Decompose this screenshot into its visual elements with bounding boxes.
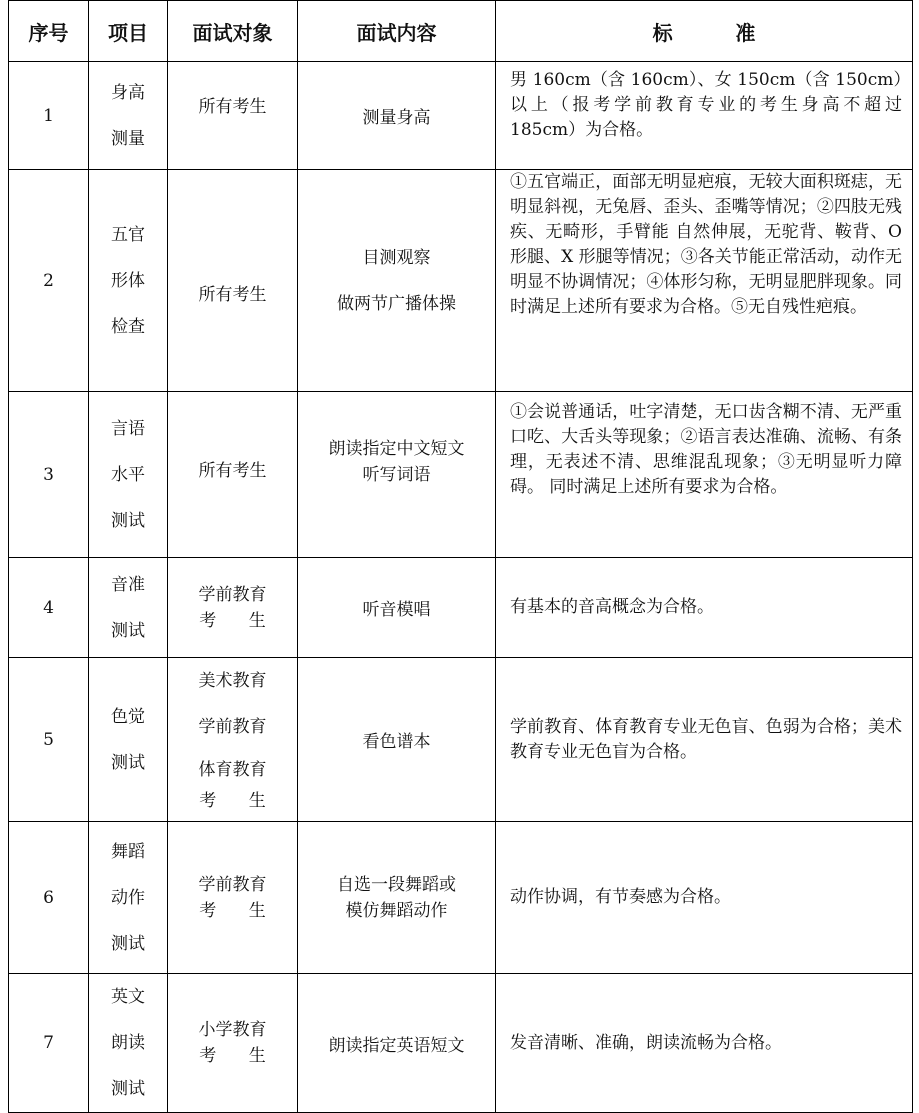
target-line: 学前教育 bbox=[198, 584, 267, 605]
row-standard: 动作协调，有节奏感为合格。 bbox=[496, 822, 913, 974]
table-row bbox=[9, 558, 913, 658]
target-line: 学前教育 bbox=[198, 874, 267, 895]
row-item bbox=[89, 170, 168, 392]
row-content bbox=[298, 170, 496, 392]
item-line: 测试 bbox=[111, 510, 145, 531]
row-target bbox=[168, 974, 298, 1113]
item-line: 测试 bbox=[111, 620, 145, 641]
row-no: 6 bbox=[9, 822, 89, 974]
row-target bbox=[168, 62, 298, 170]
row-target bbox=[168, 822, 298, 974]
row-no: 3 bbox=[9, 392, 89, 558]
table-row bbox=[9, 822, 913, 974]
target-line: 小学教育 bbox=[198, 1020, 267, 1040]
row-target bbox=[168, 170, 298, 392]
target-line: 所有考生 bbox=[198, 461, 267, 481]
item-line: 水平 bbox=[111, 464, 145, 485]
row-no: 2 bbox=[9, 170, 89, 392]
table-row bbox=[9, 170, 913, 392]
content-line: 朗读指定中文短文 bbox=[328, 439, 465, 459]
item-line: 测试 bbox=[111, 752, 145, 773]
item-line: 色觉 bbox=[111, 706, 145, 727]
header-no: 序号 bbox=[9, 1, 89, 62]
content-line: 朗读指定英语短文 bbox=[328, 1035, 465, 1056]
target-line: 所有考生 bbox=[198, 285, 267, 305]
table-row bbox=[9, 62, 913, 170]
item-line: 检查 bbox=[111, 316, 145, 337]
target-line: 考 生 bbox=[199, 610, 266, 631]
row-standard: 学前教育、体育教育专业无色盲、色弱为合格；美术教育专业无色盲为合格。 bbox=[496, 658, 913, 822]
row-standard: 男 160cm（含 160cm）、女 150cm（含 150cm）以上（报考学前教育专业的考生身高不超过 185cm）为合格。 bbox=[496, 62, 913, 170]
content-line: 听音模唱 bbox=[362, 600, 431, 620]
row-standard: 有基本的音高概念为合格。 bbox=[496, 558, 913, 658]
interview-standards-table bbox=[8, 0, 913, 1113]
content-line: 看色谱本 bbox=[362, 732, 431, 752]
row-content bbox=[298, 558, 496, 658]
content-line: 目测观察 bbox=[362, 247, 431, 268]
content-line: 做两节广播体操 bbox=[337, 293, 456, 314]
target-line: 考 生 bbox=[199, 900, 266, 921]
target-line: 美术教育 bbox=[198, 671, 267, 691]
content-line: 模仿舞蹈动作 bbox=[345, 900, 448, 921]
row-no: 1 bbox=[9, 62, 89, 170]
header-target: 面试对象 bbox=[168, 1, 298, 62]
row-standard: ①会说普通话，吐字清楚，无口齿含糊不清、无严重口吃、大舌头等现象；②语言表达准确、流畅、有条理，无表述不清、思维混乱现象；③无明显听力障碍。 同时满足上述所有要求为合格。 bbox=[496, 392, 913, 558]
row-item bbox=[89, 392, 168, 558]
header-content: 面试内容 bbox=[298, 1, 496, 62]
row-content bbox=[298, 822, 496, 974]
item-line: 身高 bbox=[111, 82, 145, 103]
row-content bbox=[298, 658, 496, 822]
item-line: 舞蹈 bbox=[111, 841, 145, 862]
item-line: 五官 bbox=[111, 224, 145, 245]
row-standard: 发音清晰、准确，朗读流畅为合格。 bbox=[496, 974, 913, 1113]
target-line: 体育教育 bbox=[198, 760, 267, 780]
row-item bbox=[89, 822, 168, 974]
table-row bbox=[9, 392, 913, 558]
header-item: 项目 bbox=[89, 1, 168, 62]
item-line: 朗读 bbox=[111, 1033, 145, 1053]
row-item bbox=[89, 558, 168, 658]
content-line: 听写词语 bbox=[362, 465, 431, 485]
item-line: 言语 bbox=[111, 418, 145, 439]
item-line: 测试 bbox=[111, 1079, 145, 1099]
item-line: 音准 bbox=[111, 574, 145, 595]
row-no: 4 bbox=[9, 558, 89, 658]
item-line: 测量 bbox=[111, 128, 145, 149]
item-line: 动作 bbox=[111, 887, 145, 908]
header-standard: 标 准 bbox=[496, 1, 913, 62]
row-no: 7 bbox=[9, 974, 89, 1113]
table-header-row bbox=[9, 1, 913, 62]
table-row bbox=[9, 658, 913, 822]
row-item bbox=[89, 658, 168, 822]
target-line: 所有考生 bbox=[198, 97, 267, 117]
item-line: 英文 bbox=[111, 987, 145, 1007]
row-no: 5 bbox=[9, 658, 89, 822]
row-content bbox=[298, 62, 496, 170]
item-line: 测试 bbox=[111, 933, 145, 954]
row-target bbox=[168, 392, 298, 558]
target-line: 考 生 bbox=[199, 791, 266, 811]
content-line: 自选一段舞蹈或 bbox=[337, 874, 456, 895]
row-target bbox=[168, 558, 298, 658]
row-target bbox=[168, 658, 298, 822]
target-line: 学前教育 bbox=[198, 717, 267, 737]
row-item bbox=[89, 974, 168, 1113]
row-content bbox=[298, 392, 496, 558]
row-standard: ①五官端正，面部无明显疤痕，无较大面积斑痣，无明显斜视，无兔唇、歪头、歪嘴等情况；②四肢无残疾、无畸形，手臂能 自然伸展，无驼背、鞍背、O 形腿、X 形腿等情况；③各关节能正常活动，动作无明显不协调情况；④体形匀称，无明显肥胖现象。同时满足上述所有要求为合格。⑤无自残性疤痕。 bbox=[496, 170, 913, 392]
target-line: 考 生 bbox=[199, 1046, 266, 1066]
content-line: 测量身高 bbox=[362, 108, 431, 128]
row-content bbox=[298, 974, 496, 1113]
table-row bbox=[9, 974, 913, 1113]
item-line: 形体 bbox=[111, 270, 145, 291]
row-item bbox=[89, 62, 168, 170]
